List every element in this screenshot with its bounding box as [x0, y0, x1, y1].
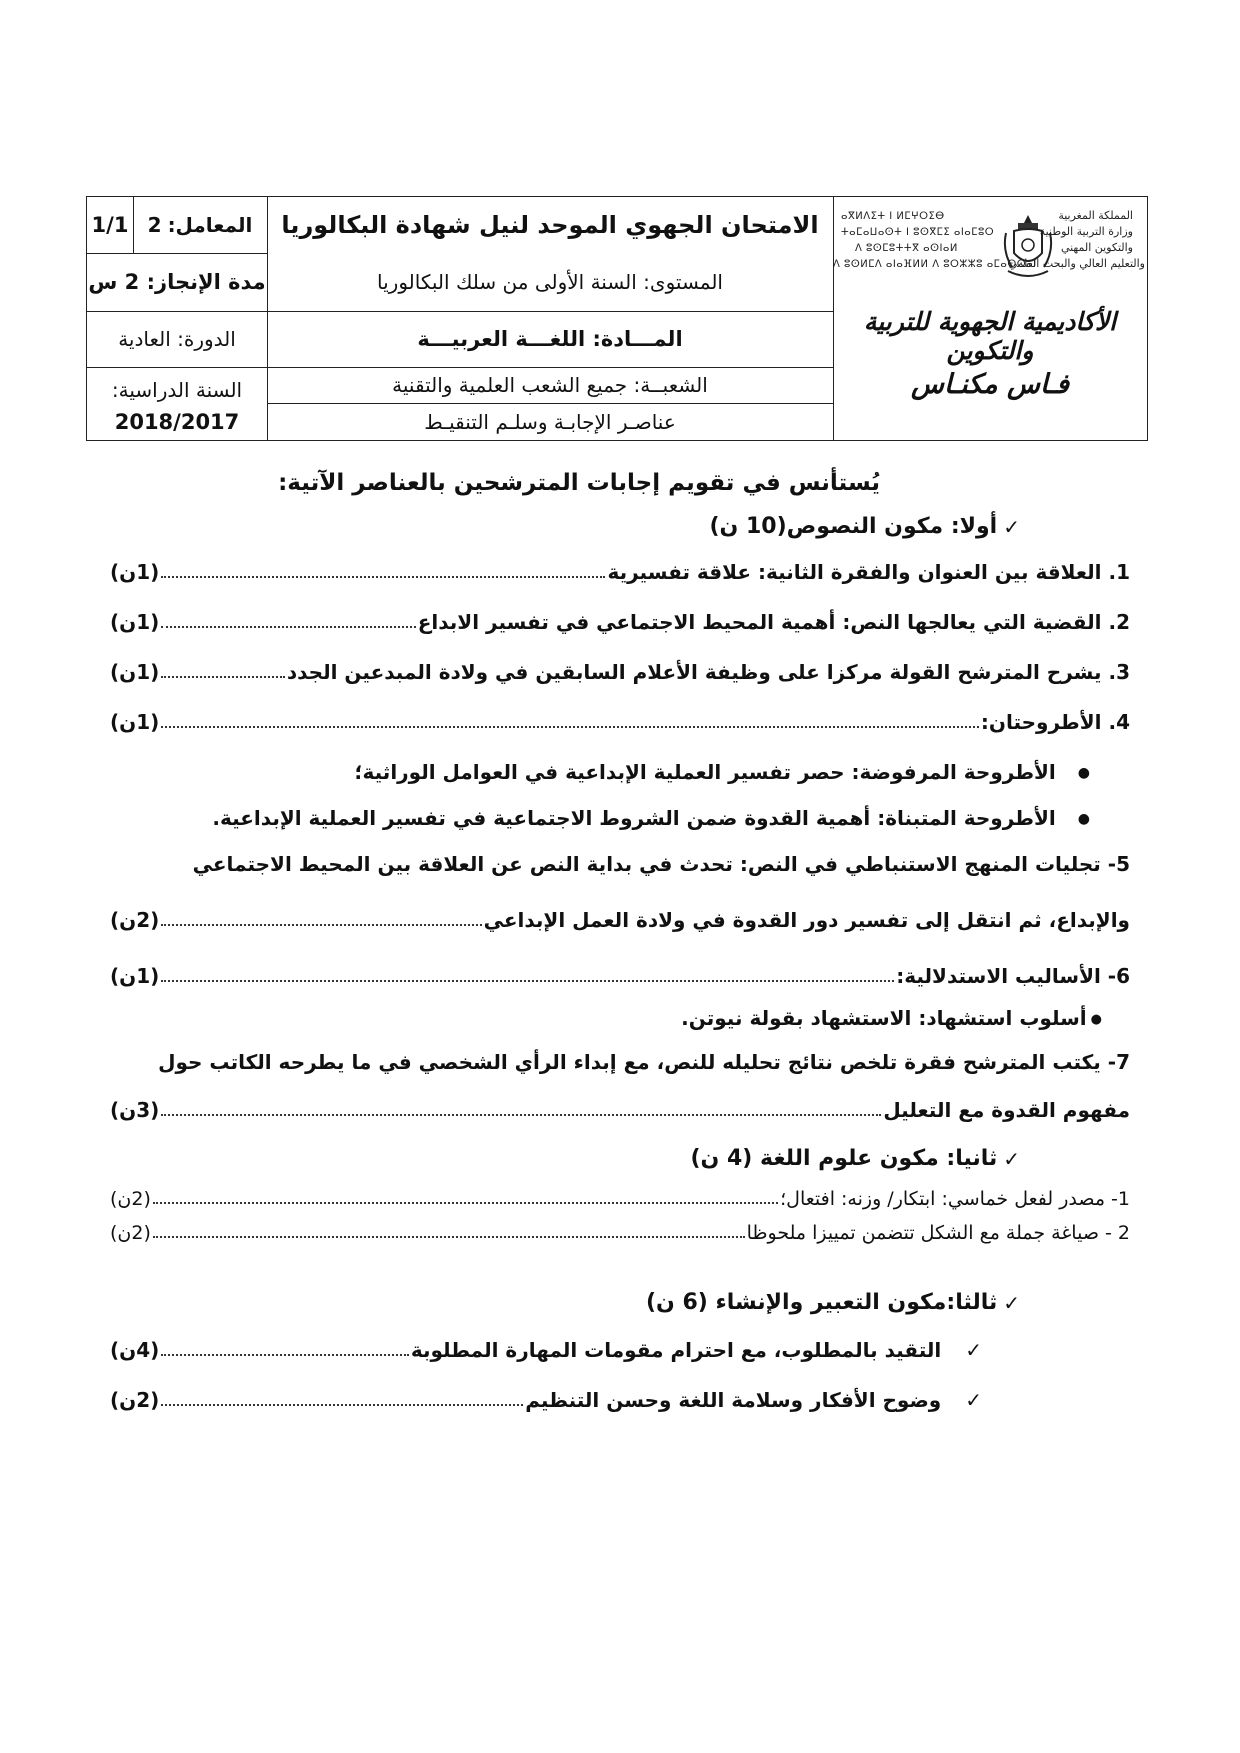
section-language-title [690, 1146, 1020, 1171]
item-points: (2ن) [110, 1188, 151, 1210]
dot-leader [161, 575, 605, 578]
dot-leader [153, 1201, 778, 1204]
item-points: (1ن) [110, 710, 160, 734]
kingdom-line: المملكة المغربية [1058, 209, 1133, 222]
exam-stream: الشعبــة: جميع الشعب العلمية والتقنية [392, 373, 708, 397]
kingdom-line: والتكوين المهني [1060, 241, 1133, 254]
check-icon: ✓ [1003, 1146, 1020, 1171]
item-text: وضوح الأفكار وسلامة اللغة وحسن التنظيم [525, 1388, 942, 1412]
answer-item [110, 610, 1130, 634]
dot-leader [161, 1403, 523, 1406]
dot-leader [153, 1235, 745, 1238]
coefficient [133, 197, 267, 253]
coefficient-value: 2 [147, 213, 162, 237]
answer-item [110, 1098, 1130, 1122]
duration: مدة الإنجاز: 2 س [88, 270, 266, 294]
bullet-icon: ● [1077, 765, 1090, 781]
coefficient-row [87, 197, 267, 253]
check-icon: ✓ [1003, 1290, 1020, 1315]
dot-leader [161, 625, 415, 628]
section-writing-title [646, 1290, 1020, 1315]
dot-leader [161, 725, 979, 728]
dot-leader [161, 1353, 409, 1356]
dot-leader [161, 923, 481, 926]
item-text: 6- الأساليب الاستدلالية: [896, 964, 1130, 988]
bullet-icon: ● [1090, 1012, 1102, 1027]
section-title: ثالثا:مكون التعبير والإنشاء (6 ن) [645, 1290, 998, 1315]
document-type: عناصـر الإجابـة وسلـم التنقيـط [424, 410, 676, 434]
item-points: (1ن) [110, 660, 160, 684]
tifinagh-line: ⵜⴰⵎⴰⵡⴰⵙⵜ ⵏ ⵓⵙⴳⵎⵉ ⴰⵏⴰⵎⵓⵔ [841, 227, 995, 238]
item-text: 2 - صياغة جملة مع الشكل تتضمن تمييزا ملحوظا [746, 1222, 1130, 1244]
exam-header-table [86, 196, 1148, 441]
exam-subject: المـــادة: اللغـــة العربيـــة [417, 327, 683, 351]
item-points: (1ن) [110, 964, 160, 988]
answer-item [110, 1222, 1130, 1244]
item5-line1: 5- تجليات المنهج الاستنباطي في النص: تحدث في بداية النص عن العلاقة بين المحيط الاجتماعي [192, 852, 1130, 876]
check-icon: ✓ [965, 1388, 982, 1412]
item-points: (4ن) [110, 1338, 160, 1362]
thesis-rejected: ●الأطروحة المرفوضة: حصر تفسير العملية الإبداعية في العوامل الوراثية؛ [354, 760, 1090, 784]
kingdom-line: وزارة التربية الوطنية [1039, 225, 1133, 238]
exam-level: المستوى: السنة الأولى من سلك البكالوريا [377, 270, 723, 294]
answer-item [110, 964, 1130, 988]
school-year-label: السنة الدراسية: [111, 378, 243, 402]
answer-item [110, 660, 1130, 684]
bullet-icon: ● [1077, 811, 1090, 827]
thesis-adopted: ●الأطروحة المتبناة: أهمية القدوة ضمن الشروط الاجتماعية في تفسير العملية الإبداعية. [212, 806, 1090, 830]
coefficient-label: المعامل: [167, 213, 253, 237]
dot-leader [161, 675, 285, 678]
school-year: 2018/2017 [114, 410, 240, 434]
answer-item [110, 560, 1130, 584]
check-icon: ✓ [1003, 514, 1020, 539]
exam-title: الامتحان الجهوي الموحد لنيل شهادة البكالوريا [281, 211, 819, 239]
exam-info-column [87, 197, 268, 440]
intro-text: يُستأنس في تقويم إجابات المترشحين بالعناصر الآتية: [278, 470, 880, 496]
academy-name: الأكاديمية الجهوية للتربية والتكوين [863, 307, 1117, 365]
page-number: 1/1 [87, 197, 134, 253]
item-text: 4. الأطروحتان: [980, 710, 1130, 734]
dot-leader [161, 979, 894, 982]
session: الدورة: العادية [118, 327, 236, 351]
tifinagh-line: ⴷ ⵓⵙⵎⵓⵜⵜⴳ ⴰⵙⵏⴰⵍ [855, 243, 958, 254]
item-text: مفهوم القدوة مع التعليل [883, 1098, 1130, 1122]
item-points: (3ن) [110, 1098, 160, 1122]
divider [87, 367, 267, 368]
item-text: والإبداع، ثم انتقل إلى تفسير دور القدوة في ولادة العمل الإبداعي [483, 908, 1130, 932]
kingdom-line: والتعليم العالي والبحث العلمي [1008, 257, 1145, 270]
section-texts-title [710, 514, 1021, 539]
item6-bullet: ●أسلوب استشهاد: الاستشهاد بقولة نيوتن. [681, 1006, 1102, 1030]
section-title: ثانيا: مكون علوم اللغة (4 ن) [690, 1146, 998, 1171]
tifinagh-line: ⴰⴳⵍⴷⵉⵜ ⵏ ⵍⵎⵖⵔⵉⴱ [841, 211, 945, 222]
check-icon: ✓ [965, 1338, 982, 1362]
item-points: (2ن) [110, 1388, 160, 1412]
item-text: 1- مصدر لفعل خماسي: ابتكار/ وزنه: افتعال؛ [780, 1188, 1130, 1210]
academy-region: فـاس مكنـاس [910, 369, 1070, 400]
item-text: 3. يشرح المترشح القولة مركزا على وظيفة الأعلام السابقين في ولادة المبدعين الجدد [286, 660, 1130, 684]
dot-leader [161, 1113, 881, 1116]
item-text: التقيد بالمطلوب، مع احترام مقومات المهارة المطلوبة [410, 1338, 942, 1362]
exam-title-column [267, 197, 834, 440]
item-points: (1ن) [110, 610, 160, 634]
tifinagh-line: ⴷ ⵓⵙⵍⵎⴷ ⴰⵏⴰⴼⵍⵍ ⴷ ⵓⵔⵣⵣⵓ ⴰⵎⴰⵙⵙⴰⵏ [833, 259, 1037, 270]
item7-line1: 7- يكتب المترشح فقرة تلخص نتائج تحليله للنص، مع إبداء الرأي الشخصي في ما يطرحه الكاتب حول [158, 1050, 1130, 1074]
answer-item [110, 1188, 1130, 1210]
academy-column [833, 197, 1147, 440]
item-points: (1ن) [110, 560, 160, 584]
item-text: 1. العلاقة بين العنوان والفقرة الثانية: علاقة تفسيرية [607, 560, 1130, 584]
item-points: (2ن) [110, 908, 160, 932]
answer-item [110, 908, 1130, 932]
section-title: أولا: مكون النصوص(10 ن) [709, 514, 998, 539]
ministry-block [833, 197, 1147, 297]
answer-item [110, 710, 1130, 734]
answer-item [110, 1388, 982, 1412]
item-text: 2. القضية التي يعالجها النص: أهمية المحيط الاجتماعي في تفسير الابداع [417, 610, 1130, 634]
answer-item [110, 1338, 982, 1362]
item-points: (2ن) [110, 1222, 151, 1244]
